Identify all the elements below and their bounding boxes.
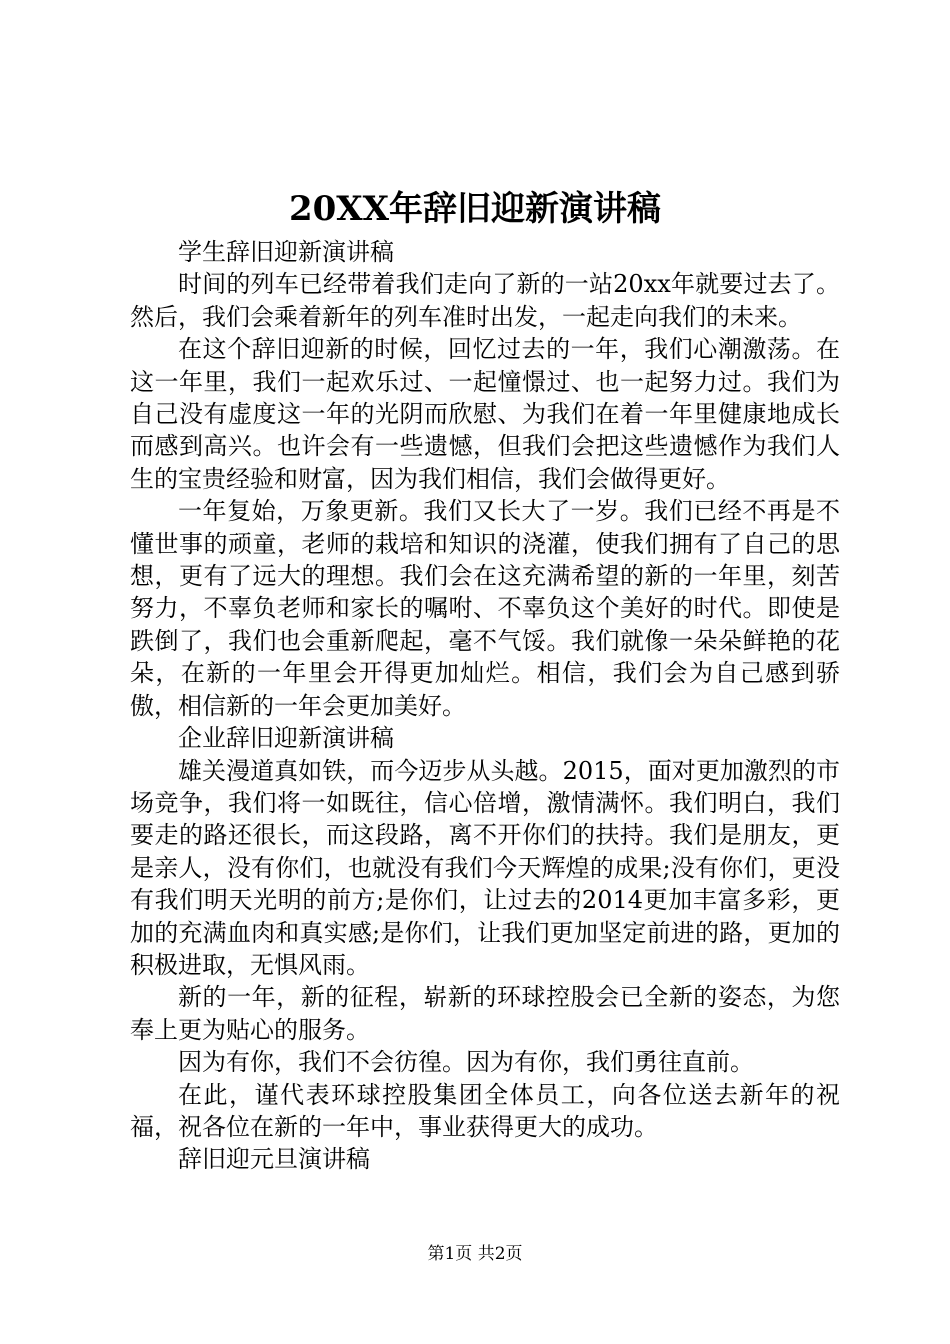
page-number-footer: 第1页 共2页 — [427, 1244, 523, 1264]
paragraph: 在这个辞旧迎新的时候，回忆过去的一年，我们心潮激荡。在这一年里，我们一起欢乐过、一起憧憬过、也一起努力过。我们为自己没有虚度这一年的光阴而欣慰、为我们在着一年里健康地成长而感到高兴。也许会有一些遗憾，但我们会把这些遗憾作为我们人生的宝贵经验和财富，因为我们相信，我们会做得更好。 — [130, 335, 840, 493]
document-body — [130, 236, 840, 1176]
paragraph: 时间的列车已经带着我们走向了新的一站20xx年就要过去了。然后，我们会乘着新年的列车准时出发，一起走向我们的未来。 — [130, 270, 840, 331]
section-heading-new-year: 辞旧迎元旦演讲稿 — [178, 1145, 370, 1174]
paragraph: 新的一年，新的征程，崭新的环球控股会已全新的姿态，为您奉上更为贴心的服务。 — [130, 983, 840, 1044]
section-heading-enterprise: 企业辞旧迎新演讲稿 — [178, 724, 394, 753]
paragraph: 一年复始，万象更新。我们又长大了一岁。我们已经不再是不懂世事的顽童，老师的栽培和知识的浇灌，使我们拥有了自己的思想，更有了远大的理想。我们会在这充满希望的新的一年里，刻苦努力，不辜负老师和家长的嘱咐、不辜负这个美好的时代。即使是跌倒了，我们也会重新爬起，毫不气馁。我们就像一朵朵鲜艳的花朵，在新的一年里会开得更加灿烂。相信，我们会为自己感到骄傲，相信新的一年会更加美好。 — [130, 497, 840, 720]
paragraph: 因为有你，我们不会彷徨。因为有你，我们勇往直前。 — [178, 1048, 754, 1077]
paragraph: 在此，谨代表环球控股集团全体员工，向各位送去新年的祝福，祝各位在新的一年中，事业获得更大的成功。 — [130, 1080, 840, 1141]
document-title: 20XX年辞旧迎新演讲稿 — [288, 189, 662, 229]
section-heading-student: 学生辞旧迎新演讲稿 — [178, 238, 394, 266]
paragraph: 雄关漫道真如铁，而今迈步从头越。2015，面对更加激烈的市场竞争，我们将一如既往，信心倍增，激情满怀。我们明白，我们要走的路还很长，而这段路，离不开你们的扶持。我们是朋友，更是亲人，没有你们，也就没有我们今天辉煌的成果;没有你们，更没有我们明天光明的前方;是你们，让过去的2014更加丰富多彩，更加的充满血肉和真实感;是你们，让我们更加坚定前进的路，更加的积极进取，无惧风雨。 — [130, 756, 840, 979]
